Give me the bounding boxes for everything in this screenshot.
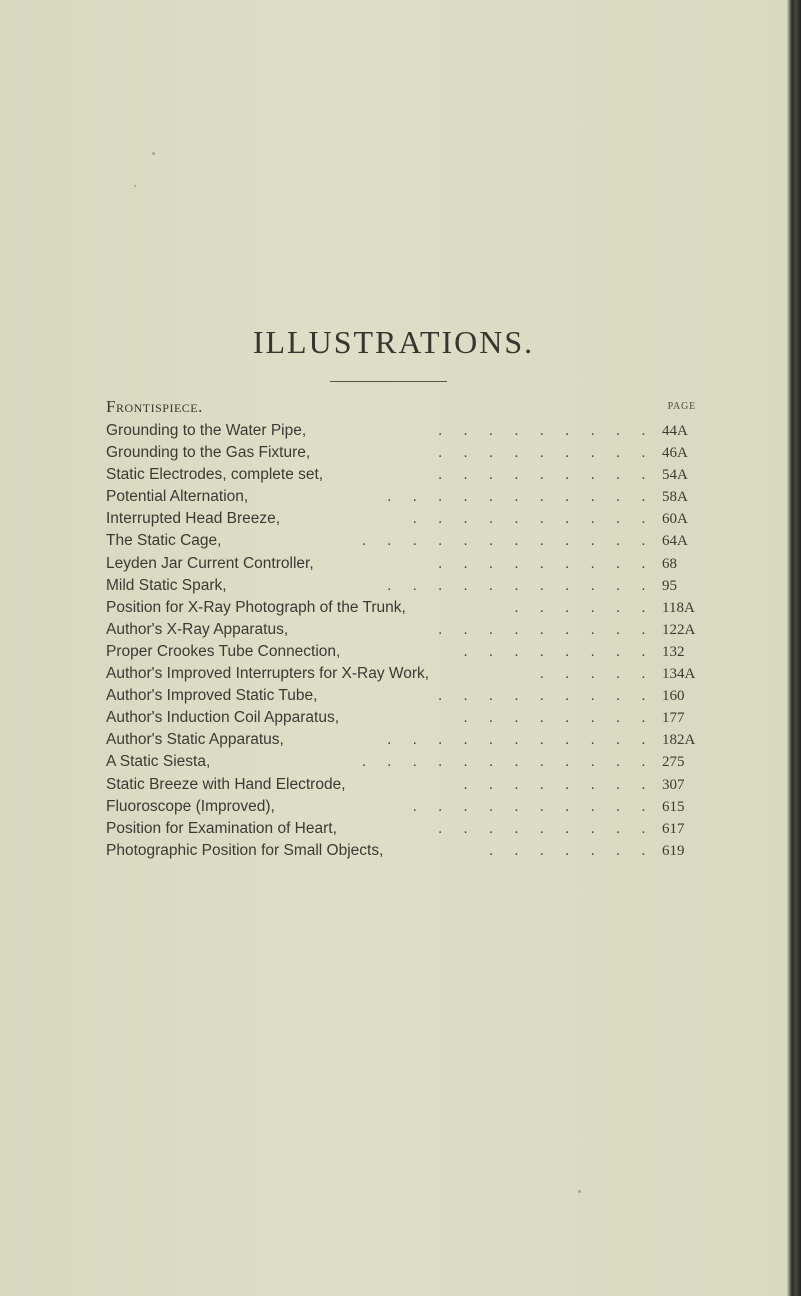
page-number: 177 — [662, 710, 685, 727]
leader-dots: . . . . . . . . . . — [412, 797, 654, 815]
leader-dots: . . . . . . . . . — [437, 444, 654, 462]
illustration-title: Grounding to the Gas Fixture, — [106, 444, 311, 462]
illustrations-list — [106, 420, 710, 862]
illustration-entry — [106, 818, 710, 840]
leader-dots: . . . . . . . . . — [437, 554, 654, 572]
illustration-entry — [106, 420, 710, 442]
illustration-title: Photographic Position for Small Objects, — [106, 841, 384, 859]
page-number: 46A — [662, 445, 688, 462]
illustration-title: Author's X-Ray Apparatus, — [106, 620, 289, 638]
page-number: 95 — [662, 577, 677, 594]
leader-dots: . . . . . . . . . — [437, 466, 654, 484]
illustration-entry — [106, 796, 710, 818]
leader-dots: . . . . . . . . . — [437, 687, 654, 705]
page-number: 118A — [662, 599, 695, 616]
illustration-title: Interrupted Head Breeze, — [106, 510, 281, 528]
page-number: 275 — [662, 754, 685, 771]
leader-dots: . . . . . . . . . . . . — [361, 753, 654, 771]
illustration-entry — [106, 751, 710, 773]
illustration-entry — [106, 729, 710, 751]
page-number: 182A — [662, 732, 696, 749]
illustration-title: Mild Static Spark, — [106, 576, 227, 594]
illustration-title: Fluoroscope (Improved), — [106, 797, 275, 815]
page-number: 619 — [662, 842, 685, 859]
illustration-title: Grounding to the Water Pipe, — [106, 422, 307, 439]
paper-speck — [578, 1190, 581, 1193]
paper-speck — [152, 152, 155, 155]
leader-dots: . . . . . . . . . . . — [387, 576, 654, 594]
illustration-title: Author's Improved Interrupters for X-Ray Work, — [106, 665, 430, 683]
page-column-label: PAGE — [667, 401, 696, 412]
page-number: 58A — [662, 489, 688, 506]
illustration-entry — [106, 619, 710, 641]
page-number: 68 — [662, 555, 677, 572]
illustration-title: Leyden Jar Current Controller, — [106, 554, 314, 572]
illustration-entry — [106, 530, 710, 552]
page-number: 160 — [662, 688, 685, 705]
illustration-entry — [106, 464, 710, 486]
page-number: 132 — [662, 643, 685, 660]
illustration-entry — [106, 597, 710, 619]
illustration-title: Position for Examination of Heart, — [106, 819, 337, 837]
illustration-title: Position for X-Ray Photograph of the Trunk, — [106, 598, 406, 616]
leader-dots: . . . . . . . . . — [437, 819, 654, 837]
leader-dots: . . . . . . . . . . — [412, 510, 654, 528]
illustration-title: Proper Crookes Tube Connection, — [106, 642, 341, 660]
page-number: 617 — [662, 820, 685, 837]
illustration-entry — [106, 663, 710, 685]
illustration-title: A Static Siesta, — [106, 753, 211, 771]
illustration-entry — [106, 685, 710, 707]
page-number: 122A — [662, 621, 696, 638]
page-number: 60A — [662, 511, 688, 528]
illustration-entry — [106, 774, 710, 796]
leader-dots: . . . . . . . . . . . . — [361, 532, 654, 550]
leader-dots: . . . . . . . . — [463, 775, 654, 793]
illustration-title: Author's Static Apparatus, — [106, 731, 284, 749]
illustration-entry — [106, 508, 710, 530]
paper-speck — [134, 185, 136, 187]
leader-dots: . . . . . . . . . . . — [387, 488, 654, 506]
illustration-entry — [106, 840, 710, 862]
illustration-entry — [106, 553, 710, 575]
illustration-title: Static Electrodes, complete set, — [106, 466, 324, 484]
leader-dots: . . . . . . . . — [463, 709, 654, 727]
illustration-entry — [106, 707, 710, 729]
page-number: 64A — [662, 533, 688, 550]
page-title: ILLUSTRATIONS. — [252, 324, 535, 360]
illustration-title: Static Breeze with Hand Electrode, — [106, 775, 346, 793]
leader-dots: . . . . . . . . . . . — [387, 731, 654, 749]
page-number: 615 — [662, 798, 685, 815]
illustration-entry — [106, 442, 710, 464]
title-rule — [330, 381, 447, 382]
illustration-title: Author's Induction Coil Apparatus, — [106, 709, 340, 727]
page-number: 307 — [662, 776, 685, 793]
leader-dots: . . . . . — [539, 665, 654, 683]
leader-dots: . . . . . . . — [488, 841, 654, 859]
illustration-title: Potential Alternation, — [106, 488, 249, 506]
page-edge-binding — [787, 0, 801, 1296]
illustration-entry — [106, 486, 710, 508]
leader-dots: . . . . . . — [514, 598, 654, 616]
illustration-entry — [106, 575, 710, 597]
page-number: 134A — [662, 666, 696, 683]
frontispiece-label: Frontispiece. — [106, 397, 203, 416]
page-number: 44A — [662, 423, 688, 439]
illustration-title: Author's Improved Static Tube, — [106, 687, 318, 705]
leader-dots: . . . . . . . . . — [437, 422, 654, 439]
page-number: 54A — [662, 467, 688, 484]
leader-dots: . . . . . . . . — [463, 642, 654, 660]
illustration-title: The Static Cage, — [106, 532, 222, 550]
leader-dots: . . . . . . . . . — [437, 620, 654, 638]
illustration-entry — [106, 641, 710, 663]
